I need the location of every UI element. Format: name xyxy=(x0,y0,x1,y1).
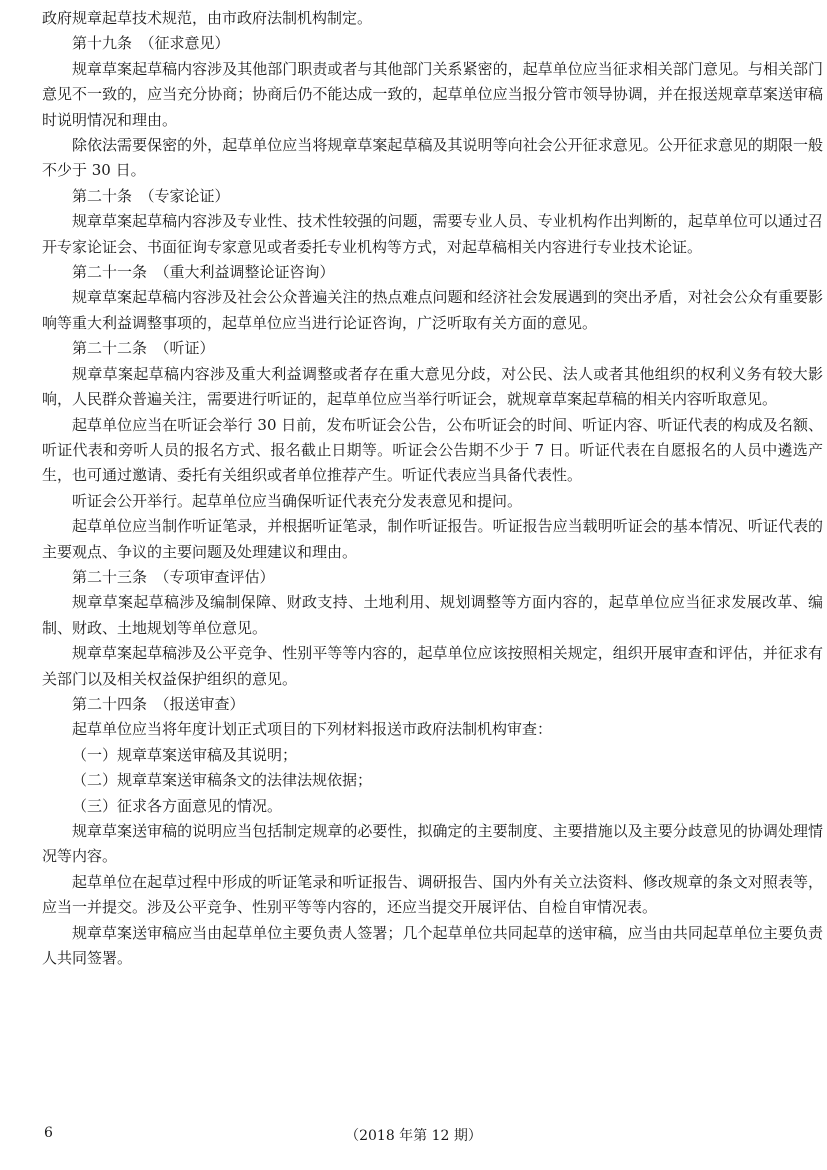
paragraph: 规章草案起草稿内容涉及重大利益调整或者存在重大意见分歧，对公民、法人或者其他组织的权利义务有较大影响，人民群众普遍关注，需要进行听证的，起草单位应当举行听证会，就规章草案起草稿的相关内容听取意见。 xyxy=(42,364,823,409)
paragraph: 起草单位应当在听证会举行 30 日前，发布听证会公告，公布听证会的时间、听证内容、听证代表的构成及名额、听证代表和旁听人员的报名方式、报名截止日期等。听证会公告期不少于 7 日。听证代表在自愿报名的人员中遴选产生，也可通过邀请、委托有关组织或者单位推荐产生。听证代表应当具备代表性。 xyxy=(42,415,823,485)
paragraph: 规章草案起草稿内容涉及社会公众普遍关注的热点难点问题和经济社会发展遇到的突出矛盾，对社会公众有重要影响等重大利益调整事项的，起草单位应当进行论证咨询，广泛听取有关方面的意见。 xyxy=(42,288,823,332)
paragraph: 起草单位在起草过程中形成的听证笔录和听证报告、调研报告、国内外有关立法资料、修改规章的条文对照表等，应当一并提交。涉及公平竞争、性别平等等内容的，还应当提交开展评估、自检自审情况表。 xyxy=(42,872,823,917)
list-item: （一）规章草案送审稿及其说明； xyxy=(72,745,298,764)
list-item: （三）征求各方面意见的情况。 xyxy=(72,796,283,815)
paragraph: 规章草案起草稿涉及公平竞争、性别平等等内容的，起草单位应该按照相关规定，组织开展审查和评估，并征求有关部门以及相关权益保护组织的意见。 xyxy=(42,644,823,688)
paragraph: 听证会公开举行。起草单位应当确保听证代表充分发表意见和提问。 xyxy=(72,491,523,510)
article-heading: 第二十条 （专家论证） xyxy=(72,186,230,205)
list-item: （二）规章草案送审稿条文的法律法规依据； xyxy=(72,771,373,790)
article-heading: 第二十三条 （专项审查评估） xyxy=(72,567,275,586)
paragraph: 除依法需要保密的外，起草单位应当将规章草案起草稿及其说明等向社会公开征求意见。公开征求意见的期限一般不少于 30 日。 xyxy=(42,136,823,180)
paragraph: 规章草案送审稿的说明应当包括制定规章的必要性，拟确定的主要制度、主要措施以及主要分歧意见的协调处理情况等内容。 xyxy=(42,822,823,866)
article-heading: 第十九条 （征求意见） xyxy=(72,34,230,53)
article-heading: 第二十四条 （报送审查） xyxy=(72,694,245,713)
document-body xyxy=(42,6,823,971)
continuation-text: 政府规章起草技术规范，由市政府法制机构制定。 xyxy=(42,9,373,27)
article-heading: 第二十二条 （听证） xyxy=(72,339,215,358)
paragraph: 规章草案起草稿内容涉及其他部门职责或者与其他部门关系紧密的，起草单位应当征求相关部门意见。与相关部门意见不一致的，应当充分协商；协商后仍不能达成一致的，起草单位应当报分管市领导协调，并在报送规章草案送审稿时说明情况和理由。 xyxy=(42,59,823,129)
page-footer xyxy=(0,1125,827,1149)
paragraph: 规章草案送审稿应当由起草单位主要负责人签署；几个起草单位共同起草的送审稿，应当由共同起草单位主要负责人共同签署。 xyxy=(42,923,823,968)
paragraph: 规章草案起草稿涉及编制保障、财政支持、土地利用、规划调整等方面内容的，起草单位应当征求发展改革、编制、财政、土地规划等单位意见。 xyxy=(42,593,823,637)
document-page xyxy=(42,6,823,971)
paragraph: 起草单位应当制作听证笔录，并根据听证笔录，制作听证报告。听证报告应当载明听证会的基本情况、听证代表的主要观点、争议的主要问题及处理建议和理由。 xyxy=(42,517,823,561)
paragraph: 起草单位应当将年度计划正式项目的下列材料报送市政府法制机构审查： xyxy=(72,720,553,739)
page-number: 6 xyxy=(44,1125,53,1141)
issue-label: （2018 年第 12 期） xyxy=(345,1128,482,1144)
article-heading: 第二十一条 （重大利益调整论证咨询） xyxy=(72,263,335,282)
paragraph: 规章草案起草稿内容涉及专业性、技术性较强的问题，需要专业人员、专业机构作出判断的，起草单位可以通过召开专家论证会、书面征询专家意见或者委托专业机构等方式，对起草稿相关内容进行专业技术论证。 xyxy=(42,212,823,256)
